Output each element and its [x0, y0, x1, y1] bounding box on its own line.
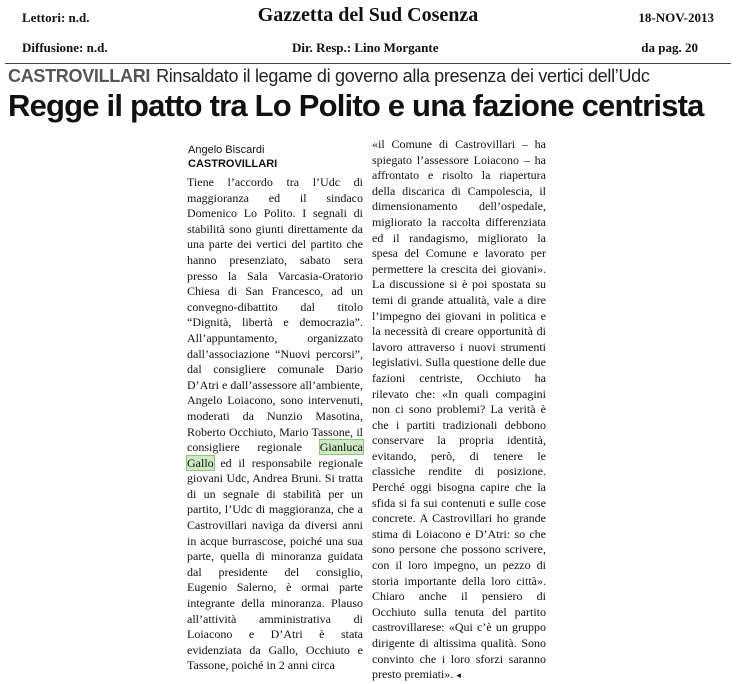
header-divider [5, 63, 731, 64]
article-column-2 [372, 137, 546, 684]
highlighted-last-name: Gallo [187, 455, 214, 470]
author-name: Angelo Biscardi [188, 144, 265, 156]
kicker-place: CASTROVILLARI [8, 66, 151, 86]
page-reference: da pag. 20 [641, 40, 698, 55]
dateline: CASTROVILLARI [188, 158, 278, 170]
highlighted-first-name: Gianluca [319, 440, 363, 455]
masthead: Gazzetta del Sud Cosenza [257, 4, 479, 26]
article-headline: Regge il patto tra Lo Polito e una fazione centrista [8, 88, 704, 123]
date-label: 18-NOV-2013 [638, 10, 714, 25]
column-2-text: «il Comune di Castrovillari – ha spiegato l’assessore Loiacono – ha affrontato e risolto la riapertura della discarica di Campolescia, il dimensionamento dell’ospedale, migliorato la raccolta differenziata ed il randagismo, migliorato la spesa del Comune e lavorato per permettere la crescita dei giovani». La discussione si è poi spostata su temi di grande attualità, vale a dire l’impegno dei giovani in politica e la necessità di creare opportunità di lavoro attraverso i nuovi strumenti legislativi. Sulla questione delle due fazioni centriste, Occhiuto ha rilevato che: «In quali compagini non ci sono problemi? La verità è che i partiti tradizionali debbono conservare la propria identità, evitando, però, di tenere le classiche rendite di posizione. Perché oggi bisogna capire che la sfida si fa sui contenuti e sulle cose concrete. A Castrovillari ho grande stima di Loiacono e D’Atri: so che sono persone che possono scrivere, con il loro impegno, un pezzo di storia importante della loro città». Chiaro anche il pensiero di Occhiuto sulla tenuta del partito castrovillarese: «Qui c’è un gruppo dirigente di altissima qualità. Sono convinto che i loro sforzi saranno presto premiati». [372, 137, 546, 682]
article-column-1 [187, 175, 363, 674]
article-kicker [8, 66, 650, 87]
circulation-label: Diffusione: n.d. [22, 40, 108, 55]
byline [188, 143, 277, 171]
end-of-article-icon: ◂ [456, 670, 461, 681]
column-1-text-a: Tiene l’accordo tra l’Udc di maggioranza ed il sindaco Domenico Lo Polito. I segnali di stabilità sono giunti direttamente da una parte dei vertici del partito che hanno presenziato, sabato sera presso la Sala Varcasia-Oratorio Chiesa di San Francesco, ad un convegno-dibattito dal titolo “Dignità, libertà e democrazia”. All’appuntamento, organizzato dall’associazione “Nuovi percorsi”, dal consigliere comunale Dario D’Atri e dall’assessore all’ambiente, Angelo Loiacono, sono intervenuti, moderati da Nunzio Masotina, Roberto Occhiuto, Mario Tassone, il consigliere regionale [187, 175, 363, 455]
readers-label: Lettori: n.d. [22, 10, 90, 25]
column-1-text-b: ed il responsabile regionale giovani Udc, Andrea Bruni. Si tratta di un segnale di stabilità per un partito, l’Udc di maggioranza, che a Castrovillari naviga da diversi anni in acque burrascose, poiché una sua parte, quella di minoranza guidata dal presidente del consiglio, Eugenio Salerno, è ormai parte integrante della minoranza. Plauso all’attività amministrativa di Loiacono e D’Atri è stata evidenziata da Gallo, Occhiuto e Tassone, poiché in 2 anni circa [187, 455, 364, 673]
director-label: Dir. Resp.: Lino Morgante [292, 40, 439, 55]
kicker-text: Rinsaldato il legame di governo alla presenza dei vertici dell’Udc [156, 66, 650, 86]
